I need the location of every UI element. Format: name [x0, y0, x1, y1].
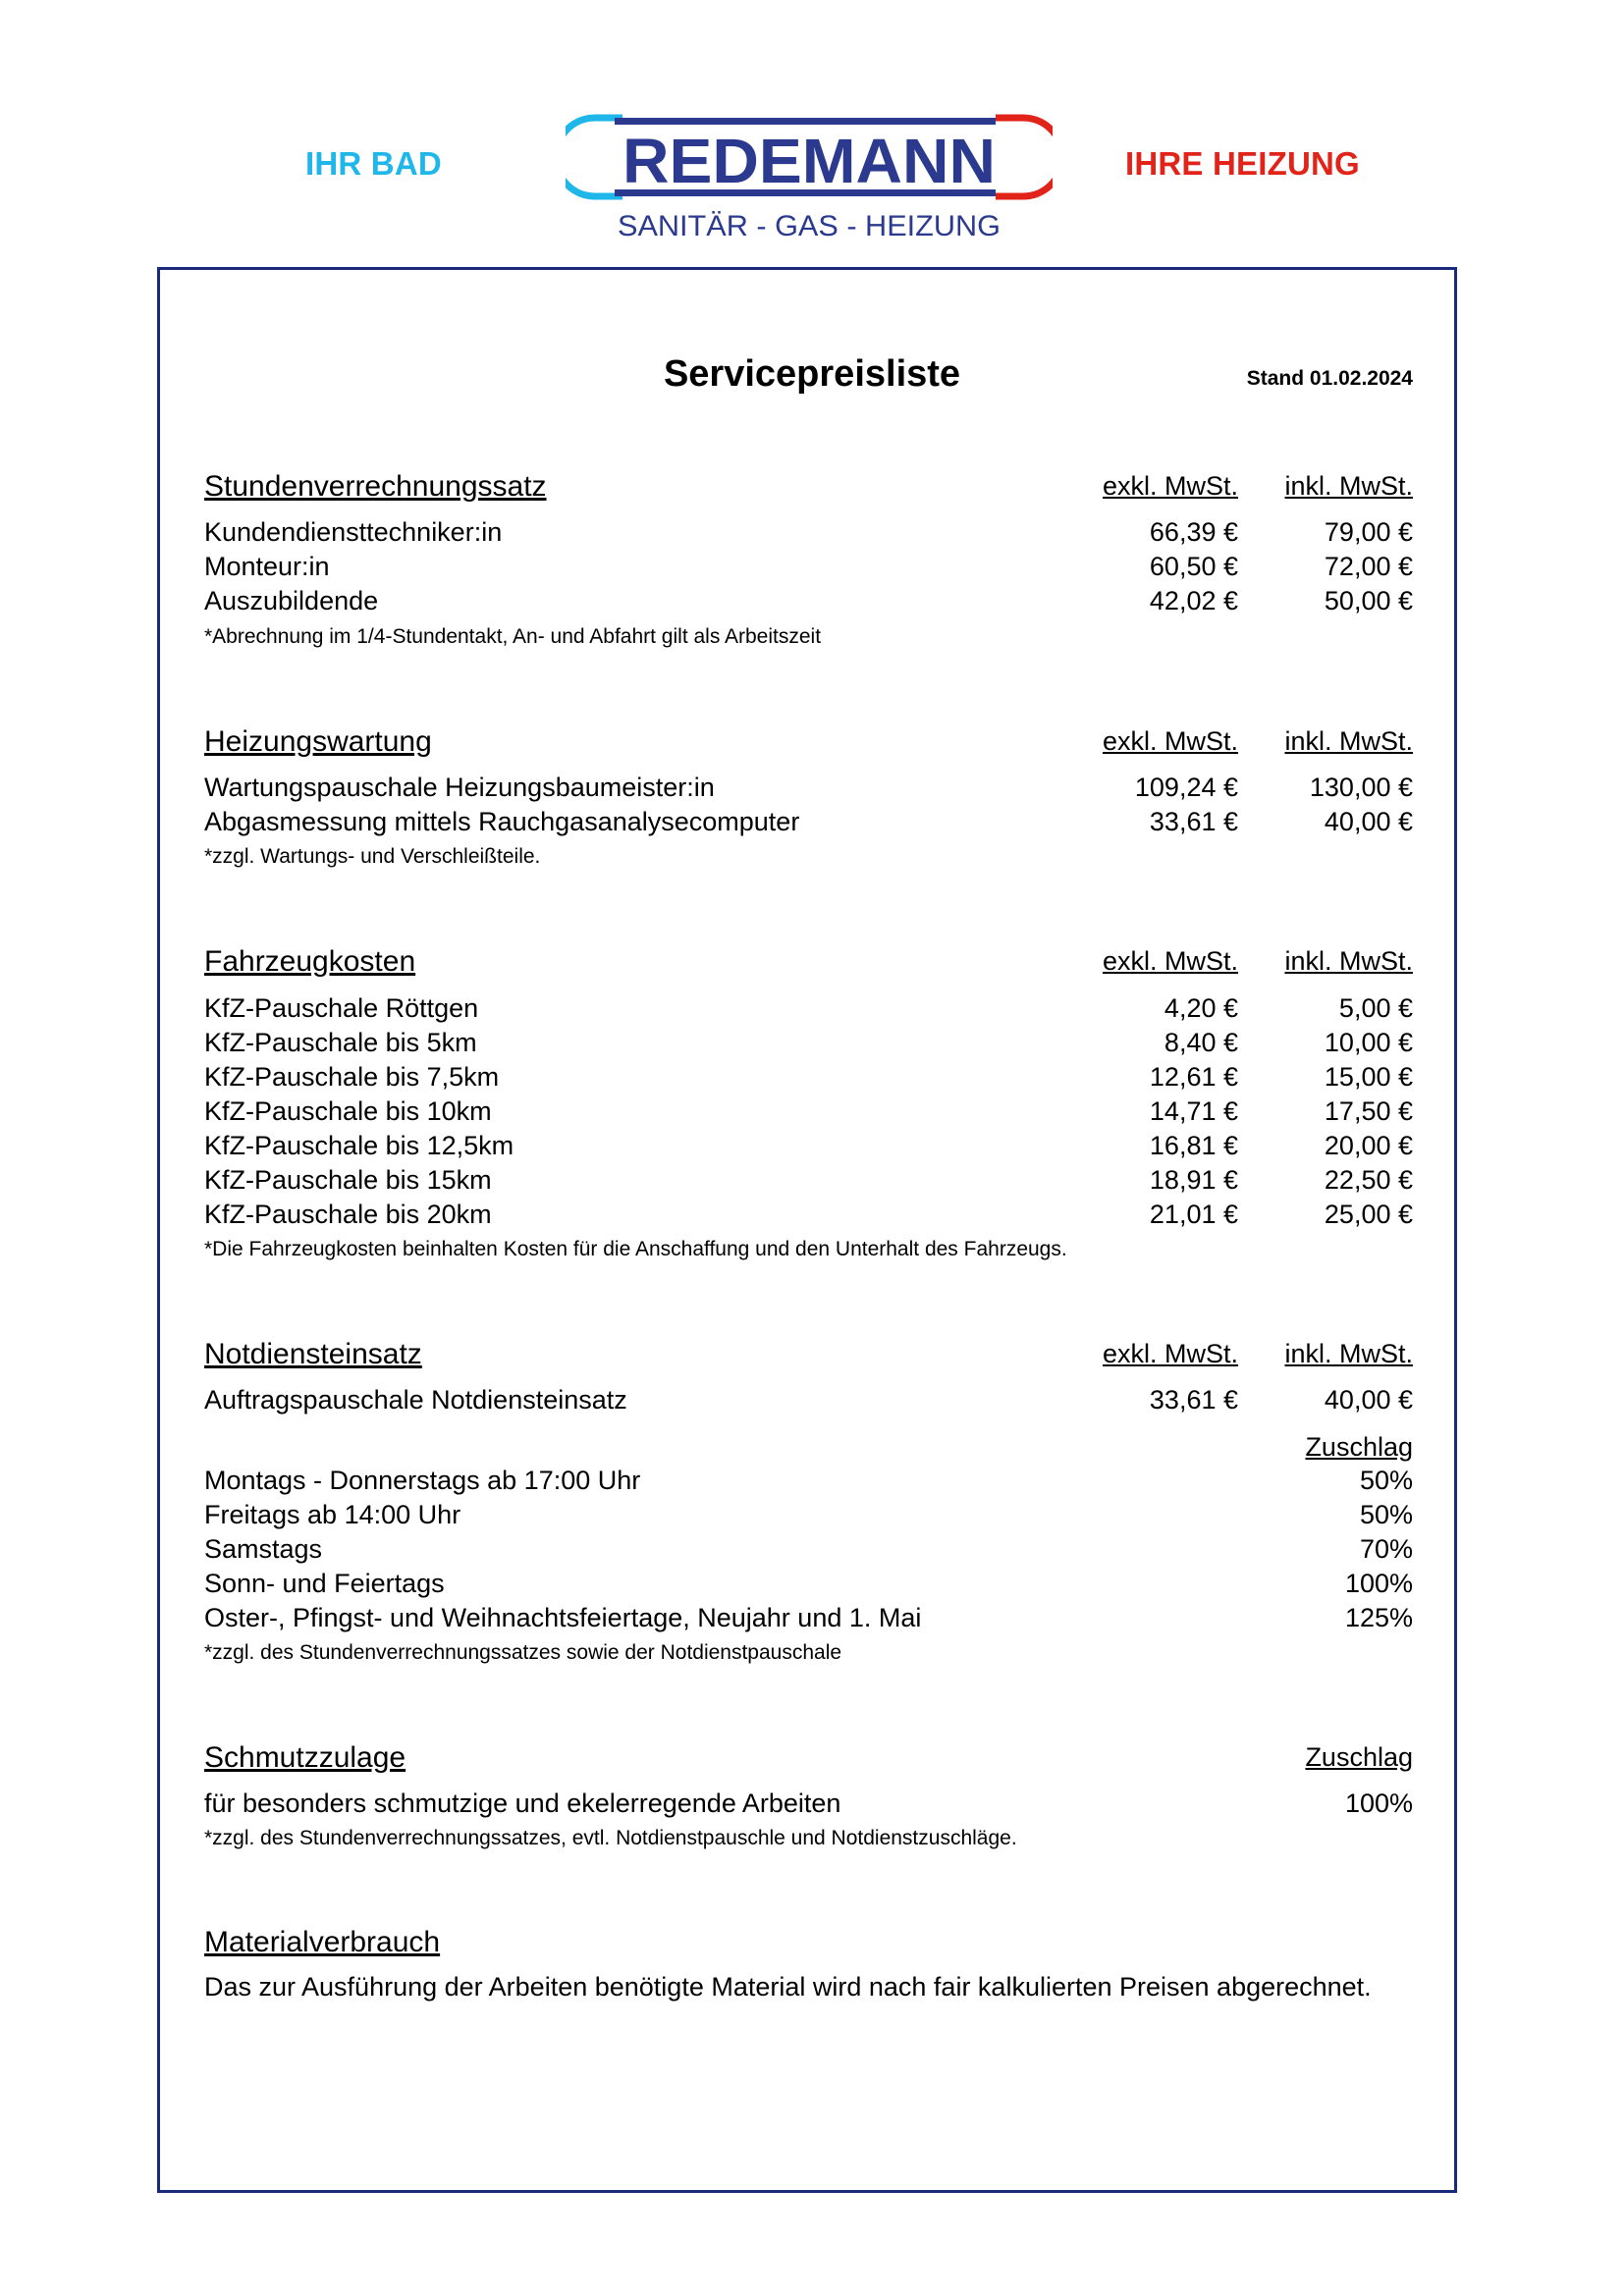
section-header-notdienst: [204, 1337, 1413, 1371]
tagline-right: IHRE HEIZUNG: [1125, 145, 1360, 182]
table-row: Kundendiensttechniker:in 66,39 € 79,00 €: [204, 517, 1413, 547]
column-header-exkl: exkl. MwSt.: [1102, 946, 1238, 976]
zuschlag-header: [204, 1430, 1413, 1465]
document-title: Servicepreisliste: [663, 353, 961, 395]
logo-subtitle: SANITÄR - GAS - HEIZUNG: [618, 210, 1001, 242]
table-row: Oster-, Pfingst- und Weihnachtsfeiertage, Neujahr und 1. Mai 125%: [204, 1603, 1413, 1632]
table-row: Monteur:in 60,50 € 72,00 €: [204, 552, 1413, 581]
footnote: *Abrechnung im 1/4-Stundentakt, An- und Abfahrt gilt als Arbeitszeit: [204, 625, 822, 648]
table-row: Abgasmessung mittels Rauchgasanalysecomputer 33,61 € 40,00 €: [204, 807, 1413, 836]
column-header-exkl: exkl. MwSt.: [1102, 471, 1238, 501]
column-header-inkl: inkl. MwSt.: [1284, 726, 1413, 756]
table-row: KfZ-Pauschale bis 5km 8,40 € 10,00 €: [204, 1028, 1413, 1057]
table-row: KfZ-Pauschale bis 7,5km 12,61 € 15,00 €: [204, 1062, 1413, 1092]
footnote: *zzgl. Wartungs- und Verschleißteile.: [204, 845, 541, 868]
section-heading: Stundenverrechnungssatz: [204, 470, 547, 503]
document-date: Stand 01.02.2024: [1246, 367, 1413, 390]
table-row: Montags - Donnerstags ab 17:00 Uhr 50%: [204, 1466, 1413, 1495]
table-row: KfZ-Pauschale bis 15km 18,91 € 22,50 €: [204, 1165, 1413, 1195]
section-header-heizung: [204, 724, 1413, 759]
section-heading: Notdiensteinsatz: [204, 1338, 422, 1370]
column-header-exkl: exkl. MwSt.: [1102, 726, 1238, 756]
column-header-exkl: exkl. MwSt.: [1102, 1339, 1238, 1368]
table-row: Auftragspauschale Notdiensteinsatz 33,61 € 40,00 €: [204, 1385, 1413, 1415]
footnote: *Die Fahrzeugkosten beinhalten Kosten für die Anschaffung und den Unterhalt des Fahrzeugs.: [204, 1238, 1067, 1260]
table-row: KfZ-Pauschale Röttgen 4,20 € 5,00 €: [204, 993, 1413, 1023]
section-header-schmutz: [204, 1740, 1413, 1775]
table-row: für besonders schmutzige und ekelerregende Arbeiten 100%: [204, 1789, 1413, 1818]
section-heading: Fahrzeugkosten: [204, 945, 416, 978]
logo-wordmark: REDEMANN: [623, 126, 996, 196]
section-header-material: [204, 1925, 1413, 1959]
column-header-zuschlag: Zuschlag: [1305, 1742, 1413, 1772]
table-row: Samstags 70%: [204, 1534, 1413, 1564]
section-heading: Materialverbrauch: [204, 1926, 441, 1958]
tagline-left: IHR BAD: [305, 145, 442, 182]
table-row: Auszubildende 42,02 € 50,00 €: [204, 586, 1413, 615]
column-header-zuschlag: Zuschlag: [1305, 1432, 1413, 1462]
footnote: *zzgl. des Stundenverrechnungssatzes, evtl. Notdienstpauschle und Notdienstzuschläge.: [204, 1827, 1017, 1849]
table-row: KfZ-Pauschale bis 20km 21,01 € 25,00 €: [204, 1200, 1413, 1229]
section-heading: Schmutzzulage: [204, 1741, 406, 1774]
redemann-logo: [566, 114, 1053, 243]
table-row: KfZ-Pauschale bis 12,5km 16,81 € 20,00 €: [204, 1131, 1413, 1160]
table-row: Wartungspauschale Heizungsbaumeister:in 109,24 € 130,00 €: [204, 773, 1413, 802]
column-header-inkl: inkl. MwSt.: [1284, 471, 1413, 501]
material-text: Das zur Ausführung der Arbeiten benötigte Material wird nach fair kalkulierten Preisen abgerechnet.: [204, 1972, 1372, 2002]
table-row: KfZ-Pauschale bis 10km 14,71 € 17,50 €: [204, 1096, 1413, 1126]
section-header-stunden: [204, 469, 1413, 504]
section-header-fahrzeug: [204, 944, 1413, 979]
table-row: Sonn- und Feiertags 100%: [204, 1569, 1413, 1598]
table-row: Freitags ab 14:00 Uhr 50%: [204, 1500, 1413, 1529]
footnote: *zzgl. des Stundenverrechnungssatzes sowie der Notdienstpauschale: [204, 1641, 842, 1664]
column-header-inkl: inkl. MwSt.: [1284, 946, 1413, 976]
column-header-inkl: inkl. MwSt.: [1284, 1339, 1413, 1368]
section-heading: Heizungswartung: [204, 725, 432, 758]
